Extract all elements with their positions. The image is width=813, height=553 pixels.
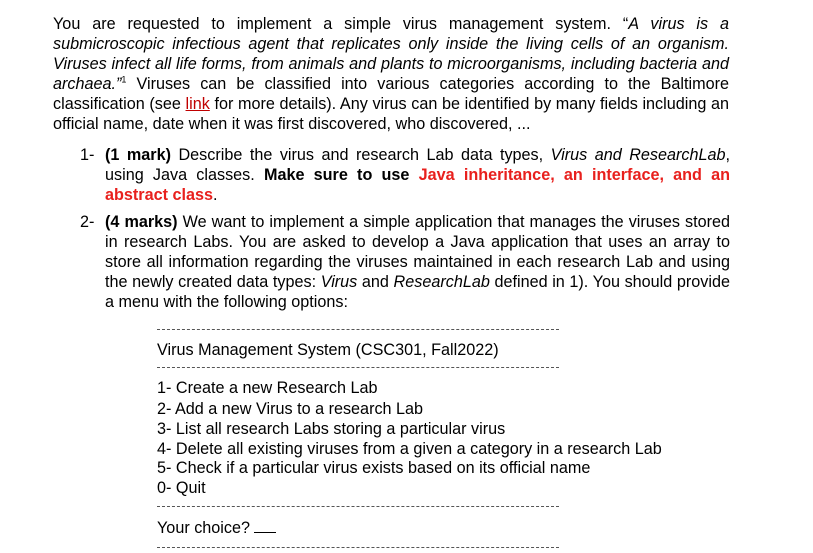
question-1-text-b: , using Java classes. bbox=[105, 146, 731, 184]
divider bbox=[157, 367, 559, 368]
quote-close: ” bbox=[116, 75, 122, 93]
question-2-number: 2- bbox=[80, 213, 95, 231]
divider bbox=[157, 329, 559, 330]
menu-title: Virus Management System (CSC301, Fall2022) bbox=[157, 341, 499, 359]
menu-option: 1- Create a new Research Lab bbox=[157, 379, 378, 397]
virus-definition-quote: A virus is a submicroscopic infectious agent that replicates only inside the living cells of an organism. Viruses infect all life forms, from animals and plants to microorganisms, including bacteria and archaea. bbox=[53, 15, 730, 93]
menu-option: 5- Check if a particular virus exists based on its official name bbox=[157, 459, 591, 477]
question-2-text-b: and bbox=[357, 273, 394, 291]
question-1-emphasis: Make sure to use bbox=[263, 166, 419, 184]
question-1-period: . bbox=[213, 186, 218, 204]
question-1-text bbox=[105, 145, 730, 205]
baltimore-link[interactable]: link bbox=[185, 95, 210, 113]
divider bbox=[157, 506, 559, 507]
question-2-text-a: We want to implement a simple application that manages the viruses stored in research Labs. You are asked to develop a Java application that uses an array to store all information regarding the viruses maintained in each research Lab and using the newly created data types: bbox=[105, 213, 731, 291]
question-1-marks: (1 mark) bbox=[105, 146, 171, 164]
divider bbox=[157, 547, 559, 548]
intro-text-3: for more details). Any virus can be identified by many fields including an official name, date when it was first discovered, who discovered, ... bbox=[53, 95, 729, 133]
menu-option: 2- Add a new Virus to a research Lab bbox=[157, 400, 424, 418]
intro-text-2: Viruses can be classified into various categories according to the Baltimore classification (see bbox=[53, 75, 729, 113]
menu-option: 3- List all research Labs storing a particular virus bbox=[157, 420, 506, 438]
question-1-requirement: Java inheritance, an interface, and an abstract class bbox=[105, 166, 731, 204]
footnote-marker: 1 bbox=[121, 74, 127, 85]
choice-blank bbox=[254, 518, 276, 533]
question-1-number: 1- bbox=[80, 146, 95, 164]
question-2-marks: (4 marks) bbox=[105, 213, 178, 231]
menu-option: 4- Delete all existing viruses from a given a category in a research Lab bbox=[157, 440, 662, 458]
choice-prompt: Your choice? bbox=[157, 519, 250, 537]
question-1-types: Virus and ResearchLab bbox=[550, 146, 726, 164]
question-2-text-c: defined in 1). You should provide a menu with the following options: bbox=[105, 273, 730, 311]
question-1-text-a: Describe the virus and research Lab data types, bbox=[170, 146, 551, 164]
question-2 bbox=[80, 212, 730, 312]
question-2-text bbox=[105, 212, 730, 312]
intro-paragraph bbox=[53, 14, 729, 134]
question-2-virus-type: Virus bbox=[320, 273, 358, 291]
intro-text-1: You are requested to implement a simple virus management system. “ bbox=[53, 15, 629, 33]
choice-prompt-line bbox=[157, 518, 276, 538]
question-1 bbox=[80, 145, 730, 205]
question-2-lab-type: ResearchLab bbox=[393, 273, 490, 291]
menu-option: 0- Quit bbox=[157, 479, 206, 497]
